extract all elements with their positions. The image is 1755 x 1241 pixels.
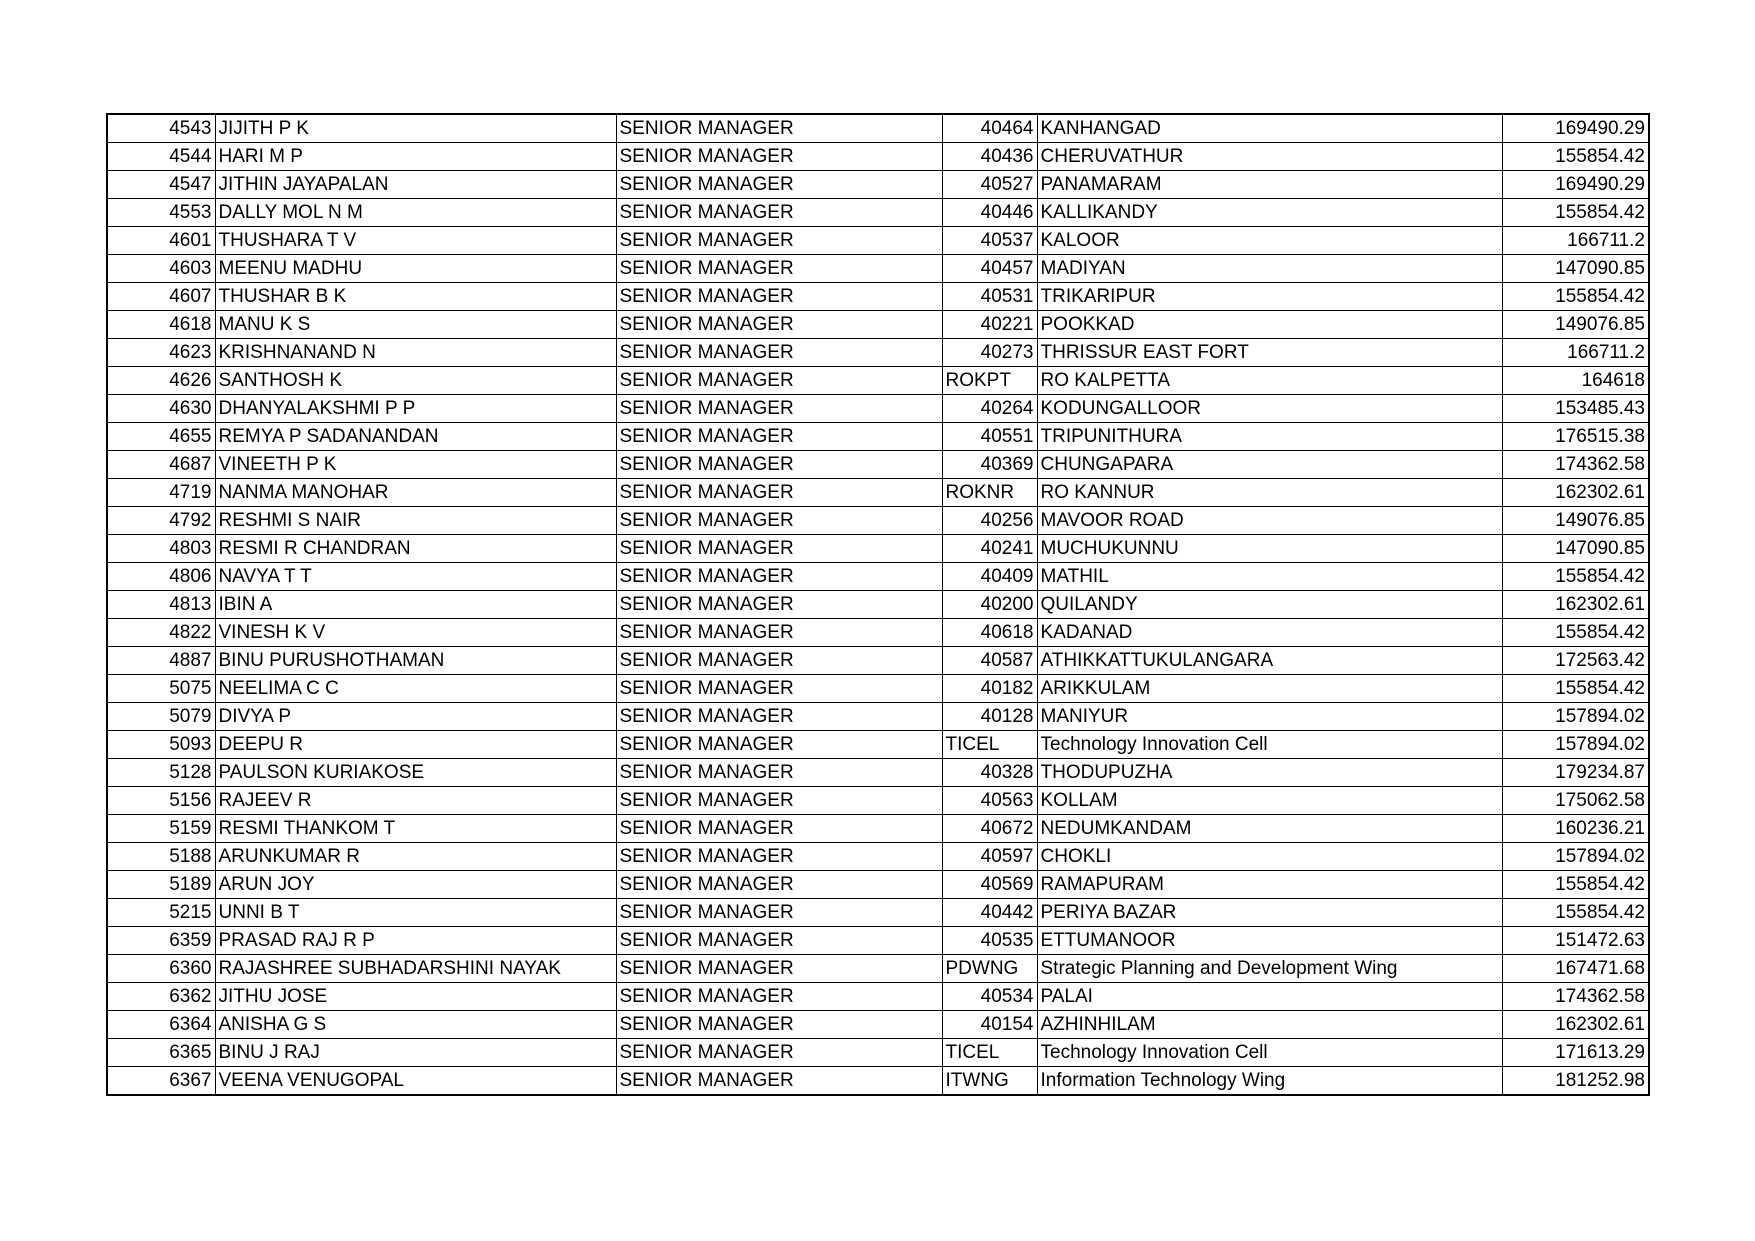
employee-name-cell: VEENA VENUGOPAL xyxy=(215,1067,616,1096)
employee-name-cell: JIJITH P K xyxy=(215,114,616,143)
designation-cell: SENIOR MANAGER xyxy=(616,563,942,591)
office-name-cell: TRIPUNITHURA xyxy=(1037,423,1502,451)
table-row xyxy=(107,619,1649,647)
employee-id-cell: 5093 xyxy=(107,731,215,759)
employee-name-cell: RESMI R CHANDRAN xyxy=(215,535,616,563)
employee-name-cell: THUSHARA T V xyxy=(215,227,616,255)
designation-cell: SENIOR MANAGER xyxy=(616,507,942,535)
employee-id-cell: 4603 xyxy=(107,255,215,283)
office-name-cell: MUCHUKUNNU xyxy=(1037,535,1502,563)
office-name-cell: AZHINHILAM xyxy=(1037,1011,1502,1039)
office-name-cell: ETTUMANOOR xyxy=(1037,927,1502,955)
amount-cell: 162302.61 xyxy=(1502,1011,1649,1039)
amount-cell: 155854.42 xyxy=(1502,143,1649,171)
amount-cell: 162302.61 xyxy=(1502,479,1649,507)
office-name-cell: ARIKKULAM xyxy=(1037,675,1502,703)
office-name-cell: KALOOR xyxy=(1037,227,1502,255)
designation-cell: SENIOR MANAGER xyxy=(616,311,942,339)
office-name-cell: ATHIKKATTUKULANGARA xyxy=(1037,647,1502,675)
designation-cell: SENIOR MANAGER xyxy=(616,787,942,815)
table-row xyxy=(107,171,1649,199)
table-row xyxy=(107,955,1649,983)
designation-cell: SENIOR MANAGER xyxy=(616,367,942,395)
table-row xyxy=(107,843,1649,871)
table-row xyxy=(107,787,1649,815)
designation-cell: SENIOR MANAGER xyxy=(616,899,942,927)
employee-id-cell: 4655 xyxy=(107,423,215,451)
employee-table-body xyxy=(107,114,1649,1095)
employee-id-cell: 5075 xyxy=(107,675,215,703)
employee-id-cell: 4887 xyxy=(107,647,215,675)
designation-cell: SENIOR MANAGER xyxy=(616,114,942,143)
amount-cell: 166711.2 xyxy=(1502,227,1649,255)
employee-name-cell: BINU PURUSHOTHAMAN xyxy=(215,647,616,675)
amount-cell: 175062.58 xyxy=(1502,787,1649,815)
office-name-cell: KODUNGALLOOR xyxy=(1037,395,1502,423)
office-code-cell: 40182 xyxy=(942,675,1037,703)
designation-cell: SENIOR MANAGER xyxy=(616,815,942,843)
employee-name-cell: NAVYA T T xyxy=(215,563,616,591)
table-row xyxy=(107,451,1649,479)
amount-cell: 149076.85 xyxy=(1502,507,1649,535)
table-row xyxy=(107,703,1649,731)
office-name-cell: CHUNGAPARA xyxy=(1037,451,1502,479)
designation-cell: SENIOR MANAGER xyxy=(616,619,942,647)
employee-id-cell: 6364 xyxy=(107,1011,215,1039)
designation-cell: SENIOR MANAGER xyxy=(616,339,942,367)
designation-cell: SENIOR MANAGER xyxy=(616,843,942,871)
table-row xyxy=(107,339,1649,367)
office-name-cell: PANAMARAM xyxy=(1037,171,1502,199)
office-code-cell: 40551 xyxy=(942,423,1037,451)
office-code-cell: 40328 xyxy=(942,759,1037,787)
employee-name-cell: ARUNKUMAR R xyxy=(215,843,616,871)
employee-name-cell: VINEETH P K xyxy=(215,451,616,479)
designation-cell: SENIOR MANAGER xyxy=(616,703,942,731)
amount-cell: 155854.42 xyxy=(1502,675,1649,703)
office-code-cell: 40446 xyxy=(942,199,1037,227)
office-name-cell: QUILANDY xyxy=(1037,591,1502,619)
table-row xyxy=(107,367,1649,395)
table-row xyxy=(107,283,1649,311)
employee-name-cell: REMYA P SADANANDAN xyxy=(215,423,616,451)
amount-cell: 176515.38 xyxy=(1502,423,1649,451)
designation-cell: SENIOR MANAGER xyxy=(616,199,942,227)
designation-cell: SENIOR MANAGER xyxy=(616,171,942,199)
employee-name-cell: ANISHA G S xyxy=(215,1011,616,1039)
office-name-cell: MANIYUR xyxy=(1037,703,1502,731)
employee-name-cell: RESHMI S NAIR xyxy=(215,507,616,535)
office-name-cell: RAMAPURAM xyxy=(1037,871,1502,899)
office-code-cell: PDWNG xyxy=(942,955,1037,983)
table-row xyxy=(107,759,1649,787)
amount-cell: 164618 xyxy=(1502,367,1649,395)
employee-name-cell: DEEPU R xyxy=(215,731,616,759)
table-row xyxy=(107,899,1649,927)
designation-cell: SENIOR MANAGER xyxy=(616,927,942,955)
office-name-cell: RO KANNUR xyxy=(1037,479,1502,507)
office-name-cell: MAVOOR ROAD xyxy=(1037,507,1502,535)
employee-name-cell: VINESH K V xyxy=(215,619,616,647)
office-name-cell: TRIKARIPUR xyxy=(1037,283,1502,311)
designation-cell: SENIOR MANAGER xyxy=(616,647,942,675)
designation-cell: SENIOR MANAGER xyxy=(616,1039,942,1067)
amount-cell: 151472.63 xyxy=(1502,927,1649,955)
table-row xyxy=(107,114,1649,143)
amount-cell: 174362.58 xyxy=(1502,983,1649,1011)
employee-name-cell: IBIN A xyxy=(215,591,616,619)
employee-id-cell: 4544 xyxy=(107,143,215,171)
amount-cell: 169490.29 xyxy=(1502,114,1649,143)
office-code-cell: 40537 xyxy=(942,227,1037,255)
office-code-cell: 40200 xyxy=(942,591,1037,619)
employee-id-cell: 4623 xyxy=(107,339,215,367)
amount-cell: 155854.42 xyxy=(1502,563,1649,591)
amount-cell: 160236.21 xyxy=(1502,815,1649,843)
employee-name-cell: HARI M P xyxy=(215,143,616,171)
amount-cell: 179234.87 xyxy=(1502,759,1649,787)
designation-cell: SENIOR MANAGER xyxy=(616,1067,942,1096)
office-name-cell: KANHANGAD xyxy=(1037,114,1502,143)
office-code-cell: 40442 xyxy=(942,899,1037,927)
office-code-cell: 40128 xyxy=(942,703,1037,731)
office-code-cell: TICEL xyxy=(942,731,1037,759)
table-row xyxy=(107,871,1649,899)
employee-id-cell: 4626 xyxy=(107,367,215,395)
designation-cell: SENIOR MANAGER xyxy=(616,731,942,759)
office-code-cell: 40241 xyxy=(942,535,1037,563)
employee-name-cell: DIVYA P xyxy=(215,703,616,731)
office-code-cell: 40527 xyxy=(942,171,1037,199)
table-row xyxy=(107,143,1649,171)
table-row xyxy=(107,591,1649,619)
amount-cell: 155854.42 xyxy=(1502,871,1649,899)
amount-cell: 171613.29 xyxy=(1502,1039,1649,1067)
designation-cell: SENIOR MANAGER xyxy=(616,535,942,563)
table-row xyxy=(107,675,1649,703)
amount-cell: 174362.58 xyxy=(1502,451,1649,479)
office-code-cell: TICEL xyxy=(942,1039,1037,1067)
table-row xyxy=(107,479,1649,507)
office-code-cell: 40618 xyxy=(942,619,1037,647)
office-name-cell: CHERUVATHUR xyxy=(1037,143,1502,171)
office-name-cell: Technology Innovation Cell xyxy=(1037,731,1502,759)
office-name-cell: THODUPUZHA xyxy=(1037,759,1502,787)
office-name-cell: RO KALPETTA xyxy=(1037,367,1502,395)
employee-id-cell: 4553 xyxy=(107,199,215,227)
amount-cell: 149076.85 xyxy=(1502,311,1649,339)
office-code-cell: 40256 xyxy=(942,507,1037,535)
amount-cell: 155854.42 xyxy=(1502,283,1649,311)
designation-cell: SENIOR MANAGER xyxy=(616,395,942,423)
table-row xyxy=(107,927,1649,955)
table-row xyxy=(107,983,1649,1011)
employee-id-cell: 4547 xyxy=(107,171,215,199)
office-name-cell: THRISSUR EAST FORT xyxy=(1037,339,1502,367)
table-row xyxy=(107,1011,1649,1039)
designation-cell: SENIOR MANAGER xyxy=(616,227,942,255)
office-name-cell: MATHIL xyxy=(1037,563,1502,591)
office-name-cell: MADIYAN xyxy=(1037,255,1502,283)
employee-name-cell: SANTHOSH K xyxy=(215,367,616,395)
office-name-cell: Technology Innovation Cell xyxy=(1037,1039,1502,1067)
employee-id-cell: 6360 xyxy=(107,955,215,983)
designation-cell: SENIOR MANAGER xyxy=(616,479,942,507)
table-row xyxy=(107,311,1649,339)
designation-cell: SENIOR MANAGER xyxy=(616,675,942,703)
employee-name-cell: DHANYALAKSHMI P P xyxy=(215,395,616,423)
office-code-cell: 40563 xyxy=(942,787,1037,815)
employee-id-cell: 6362 xyxy=(107,983,215,1011)
employee-id-cell: 5189 xyxy=(107,871,215,899)
designation-cell: SENIOR MANAGER xyxy=(616,283,942,311)
table-row xyxy=(107,563,1649,591)
employee-name-cell: DALLY MOL N M xyxy=(215,199,616,227)
employee-name-cell: JITHIN JAYAPALAN xyxy=(215,171,616,199)
table-row xyxy=(107,507,1649,535)
amount-cell: 181252.98 xyxy=(1502,1067,1649,1096)
amount-cell: 162302.61 xyxy=(1502,591,1649,619)
employee-name-cell: NANMA MANOHAR xyxy=(215,479,616,507)
office-name-cell: KADANAD xyxy=(1037,619,1502,647)
office-code-cell: 40409 xyxy=(942,563,1037,591)
office-code-cell: ITWNG xyxy=(942,1067,1037,1096)
employee-name-cell: RESMI THANKOM T xyxy=(215,815,616,843)
office-name-cell: PALAI xyxy=(1037,983,1502,1011)
employee-name-cell: MEENU MADHU xyxy=(215,255,616,283)
amount-cell: 155854.42 xyxy=(1502,619,1649,647)
employee-name-cell: ARUN JOY xyxy=(215,871,616,899)
designation-cell: SENIOR MANAGER xyxy=(616,591,942,619)
employee-name-cell: RAJEEV R xyxy=(215,787,616,815)
employee-id-cell: 5215 xyxy=(107,899,215,927)
employee-id-cell: 4618 xyxy=(107,311,215,339)
designation-cell: SENIOR MANAGER xyxy=(616,1011,942,1039)
employee-id-cell: 5079 xyxy=(107,703,215,731)
office-name-cell: CHOKLI xyxy=(1037,843,1502,871)
designation-cell: SENIOR MANAGER xyxy=(616,955,942,983)
office-name-cell: Strategic Planning and Development Wing xyxy=(1037,955,1502,983)
amount-cell: 147090.85 xyxy=(1502,255,1649,283)
designation-cell: SENIOR MANAGER xyxy=(616,983,942,1011)
employee-id-cell: 4719 xyxy=(107,479,215,507)
employee-table xyxy=(106,113,1650,1096)
amount-cell: 172563.42 xyxy=(1502,647,1649,675)
table-row xyxy=(107,815,1649,843)
table-row xyxy=(107,423,1649,451)
office-code-cell: 40672 xyxy=(942,815,1037,843)
amount-cell: 147090.85 xyxy=(1502,535,1649,563)
amount-cell: 167471.68 xyxy=(1502,955,1649,983)
office-code-cell: ROKNR xyxy=(942,479,1037,507)
office-code-cell: 40569 xyxy=(942,871,1037,899)
employee-name-cell: NEELIMA C C xyxy=(215,675,616,703)
employee-id-cell: 5159 xyxy=(107,815,215,843)
designation-cell: SENIOR MANAGER xyxy=(616,451,942,479)
employee-name-cell: BINU J RAJ xyxy=(215,1039,616,1067)
employee-id-cell: 4803 xyxy=(107,535,215,563)
table-row xyxy=(107,255,1649,283)
amount-cell: 169490.29 xyxy=(1502,171,1649,199)
office-name-cell: Information Technology Wing xyxy=(1037,1067,1502,1096)
amount-cell: 155854.42 xyxy=(1502,199,1649,227)
employee-name-cell: MANU K S xyxy=(215,311,616,339)
employee-name-cell: UNNI B T xyxy=(215,899,616,927)
table-row xyxy=(107,731,1649,759)
office-name-cell: PERIYA BAZAR xyxy=(1037,899,1502,927)
office-code-cell: 40587 xyxy=(942,647,1037,675)
employee-id-cell: 4543 xyxy=(107,114,215,143)
amount-cell: 155854.42 xyxy=(1502,899,1649,927)
office-code-cell: 40535 xyxy=(942,927,1037,955)
employee-id-cell: 4822 xyxy=(107,619,215,647)
employee-id-cell: 4607 xyxy=(107,283,215,311)
designation-cell: SENIOR MANAGER xyxy=(616,759,942,787)
designation-cell: SENIOR MANAGER xyxy=(616,255,942,283)
office-code-cell: 40369 xyxy=(942,451,1037,479)
employee-id-cell: 4601 xyxy=(107,227,215,255)
amount-cell: 153485.43 xyxy=(1502,395,1649,423)
employee-id-cell: 4687 xyxy=(107,451,215,479)
amount-cell: 157894.02 xyxy=(1502,703,1649,731)
table-row xyxy=(107,1039,1649,1067)
amount-cell: 166711.2 xyxy=(1502,339,1649,367)
employee-id-cell: 4806 xyxy=(107,563,215,591)
employee-name-cell: JITHU JOSE xyxy=(215,983,616,1011)
employee-id-cell: 4630 xyxy=(107,395,215,423)
amount-cell: 157894.02 xyxy=(1502,731,1649,759)
employee-id-cell: 6359 xyxy=(107,927,215,955)
employee-name-cell: RAJASHREE SUBHADARSHINI NAYAK xyxy=(215,955,616,983)
employee-id-cell: 5156 xyxy=(107,787,215,815)
employee-name-cell: THUSHAR B K xyxy=(215,283,616,311)
table-row xyxy=(107,199,1649,227)
employee-id-cell: 4813 xyxy=(107,591,215,619)
table-row xyxy=(107,535,1649,563)
office-name-cell: NEDUMKANDAM xyxy=(1037,815,1502,843)
office-name-cell: POOKKAD xyxy=(1037,311,1502,339)
amount-cell: 157894.02 xyxy=(1502,843,1649,871)
employee-id-cell: 5188 xyxy=(107,843,215,871)
table-row xyxy=(107,227,1649,255)
employee-name-cell: KRISHNANAND N xyxy=(215,339,616,367)
designation-cell: SENIOR MANAGER xyxy=(616,423,942,451)
office-code-cell: 40531 xyxy=(942,283,1037,311)
office-code-cell: 40534 xyxy=(942,983,1037,1011)
table-row xyxy=(107,1067,1649,1096)
office-code-cell: 40221 xyxy=(942,311,1037,339)
table-row xyxy=(107,647,1649,675)
office-code-cell: 40264 xyxy=(942,395,1037,423)
employee-id-cell: 6365 xyxy=(107,1039,215,1067)
office-code-cell: 40436 xyxy=(942,143,1037,171)
employee-name-cell: PRASAD RAJ R P xyxy=(215,927,616,955)
office-name-cell: KOLLAM xyxy=(1037,787,1502,815)
table-row xyxy=(107,395,1649,423)
office-code-cell: 40464 xyxy=(942,114,1037,143)
office-name-cell: KALLIKANDY xyxy=(1037,199,1502,227)
employee-id-cell: 6367 xyxy=(107,1067,215,1096)
employee-name-cell: PAULSON KURIAKOSE xyxy=(215,759,616,787)
employee-id-cell: 4792 xyxy=(107,507,215,535)
office-code-cell: ROKPT xyxy=(942,367,1037,395)
office-code-cell: 40457 xyxy=(942,255,1037,283)
designation-cell: SENIOR MANAGER xyxy=(616,143,942,171)
designation-cell: SENIOR MANAGER xyxy=(616,871,942,899)
employee-id-cell: 5128 xyxy=(107,759,215,787)
office-code-cell: 40273 xyxy=(942,339,1037,367)
office-code-cell: 40154 xyxy=(942,1011,1037,1039)
office-code-cell: 40597 xyxy=(942,843,1037,871)
